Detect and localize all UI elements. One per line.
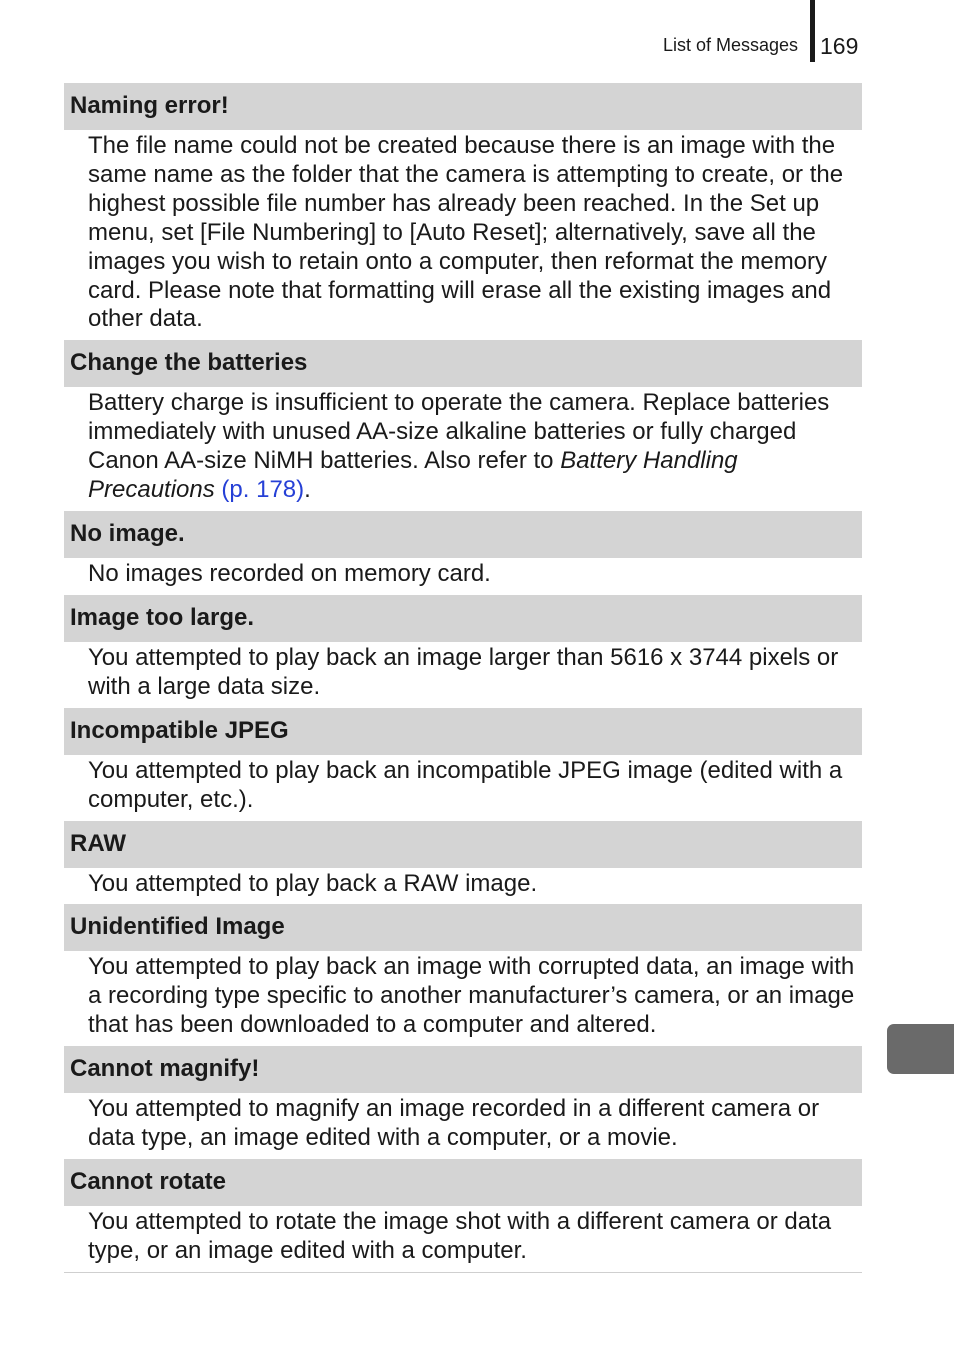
message-title: Cannot rotate [64, 1159, 862, 1206]
header-divider [810, 0, 815, 62]
reference-title: Battery Handling Precautions [88, 447, 738, 504]
message-cannot-magnify [64, 1046, 862, 1159]
message-description: You attempted to play back an image larger than 5616 x 3744 pixels or with a large data size. [88, 643, 839, 700]
sentence-end: . [304, 476, 311, 504]
message-description: No images recorded on memory card. [88, 559, 491, 587]
message-description: You attempted to play back an incompatible JPEG image (edited with a computer, etc.). [88, 756, 843, 813]
message-no-image [64, 511, 862, 595]
page-reference-link[interactable]: (p. 178) [221, 476, 305, 504]
message-description: You attempted to play back a RAW image. [88, 869, 538, 897]
page-header [0, 0, 954, 70]
message-title: Image too large. [64, 595, 862, 642]
message-description: You attempted to magnify an image recorded in a different camera or data type, an image edited with a computer, or a movie. [88, 1095, 820, 1152]
message-image-too-large [64, 595, 862, 708]
message-unidentified-image [64, 904, 862, 1046]
section-title: List of Messages [662, 35, 798, 55]
message-naming-error [64, 83, 862, 340]
message-title: Incompatible JPEG [64, 708, 862, 755]
chapter-thumb-tab [887, 1024, 954, 1074]
message-title: Naming error! [64, 83, 862, 130]
message-description: You attempted to play back an image with corrupted data, an image with a recording type specific to another manufacturer’s camera, or an image that has been downloaded to a computer and altered. [88, 953, 855, 1039]
message-description-text: Battery charge is insufficient to operate the camera. Replace batteries immediately with unused AA-size alkaline batteries or fully charged Canon AA-size NiMH batteries. Also refer to [88, 389, 830, 475]
message-description [64, 387, 862, 511]
message-description: You attempted to rotate the image shot with a different camera or data type, or an image edited with a computer. [88, 1207, 832, 1264]
message-title: Change the batteries [64, 340, 862, 387]
message-cannot-rotate [64, 1159, 862, 1272]
message-title: RAW [64, 821, 862, 868]
page-number: 169 [820, 33, 859, 59]
message-incompatible-jpeg [64, 708, 862, 821]
message-title: Unidentified Image [64, 904, 862, 951]
message-raw [64, 821, 862, 905]
message-description: The file name could not be created because there is an image with the same name as the folder that the camera is attempting to create, or the highest possible file number has already been reached. In the Set up menu, set [File Numbering] to [Auto Reset]; alternatively, save all the images you wish to retain onto a computer, then reformat the memory card. Please note that formatting will erase all the existing images and other data. [88, 132, 844, 333]
message-title: Cannot magnify! [64, 1046, 862, 1093]
message-list [64, 83, 862, 1273]
message-change-batteries [64, 340, 862, 511]
message-title: No image. [64, 511, 862, 558]
